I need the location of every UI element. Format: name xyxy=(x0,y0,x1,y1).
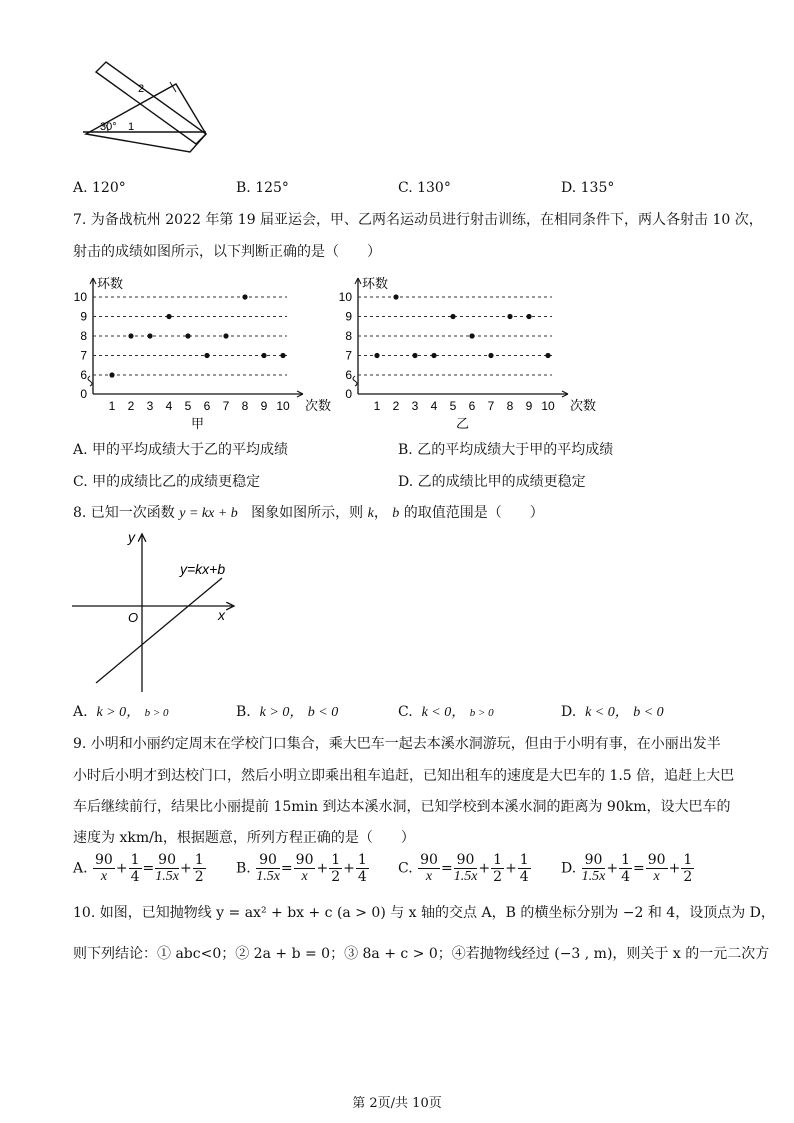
q8-x-axis-label: x xyxy=(218,607,225,623)
q10-stem-line2: 则下列结论：① abc<0；② 2a + b = 0；③ 8a + c > 0；④若抛物线经过 (−3 , m)，则关于 x 的一元二次方 xyxy=(73,946,770,962)
data-point xyxy=(412,353,417,358)
x-tick-label: 9 xyxy=(525,399,533,413)
data-point xyxy=(242,294,247,299)
data-point xyxy=(431,353,436,358)
page-footer: 第 2页/共 10页 xyxy=(352,1096,442,1111)
y-tick-label: 9 xyxy=(345,309,352,324)
q8-option-d: D. k < 0， b < 0 xyxy=(561,704,664,720)
x-tick-label: 8 xyxy=(241,399,249,413)
data-point xyxy=(166,314,171,319)
q9-option-d: D. $\frac{90}{1.5x}$ + $\frac{1}{4}$ = $\frac{90}{x}$ + $\frac{1}{2}$ xyxy=(561,852,693,885)
q6-option-b: B. 125° xyxy=(236,180,289,196)
q7-option-c: C. 甲的成绩比乙的成绩更稳定 xyxy=(73,474,261,490)
data-point xyxy=(128,333,133,338)
q7-chart-jia xyxy=(65,270,332,432)
q6-figure xyxy=(78,62,218,162)
y-axis-label: 环数 xyxy=(362,276,389,291)
y-tick-label: 10 xyxy=(73,290,87,304)
y-tick-label: 0 xyxy=(345,387,352,401)
y-tick-label: 6 xyxy=(80,368,87,382)
x-tick-label: 5 xyxy=(184,399,192,413)
q9-option-c: C. $\frac{90}{x}$ = $\frac{90}{1.5x}$ + $\frac{1}{2}$ + $\frac{1}{4}$ xyxy=(398,852,529,885)
q6-option-d: D. 135° xyxy=(561,180,615,196)
y-tick-label: 8 xyxy=(80,329,87,343)
q8-y-axis-label: y xyxy=(128,529,135,545)
x-tick-label: 10 xyxy=(541,399,555,413)
x-tick-label: 2 xyxy=(392,399,400,413)
data-point xyxy=(374,353,379,358)
q7-option-a: A. 甲的平均成绩大于乙的平均成绩 xyxy=(73,442,289,458)
x-tick-label: 8 xyxy=(506,399,514,413)
q6-angle1-label: 1 xyxy=(128,121,135,133)
q7-stem-line2: 射击的成绩如图所示，以下判断正确的是（ ） xyxy=(73,244,381,260)
data-point xyxy=(185,333,190,338)
q10-stem-line1: 10. 如图，已知抛物线 y = ax² + bx + c (a > 0) 与 x 轴的交点 A，B 的横坐标分别为 −2 和 4，设顶点为 D， xyxy=(73,905,775,921)
q7-option-b: B. 乙的平均成绩大于甲的平均成绩 xyxy=(398,442,614,458)
q9-option-a: A. $\frac{90}{x}$ + $\frac{1}{4}$ = $\frac{90}{1.5x}$ + $\frac{1}{2}$ xyxy=(73,852,204,885)
x-axis-label: 次数 xyxy=(570,398,597,413)
x-tick-label: 5 xyxy=(449,399,457,413)
data-point xyxy=(261,353,266,358)
q8-option-c: C. k < 0， b > 0 xyxy=(398,704,494,720)
q6-option-c: C. 130° xyxy=(398,180,451,196)
q8-option-b: B. k > 0， b < 0 xyxy=(236,704,339,720)
x-tick-label: 9 xyxy=(260,399,268,413)
x-tick-label: 6 xyxy=(468,399,476,413)
y-tick-label: 0 xyxy=(80,387,87,401)
x-axis-label: 次数 xyxy=(305,398,332,413)
q8-option-a: A. k > 0， b > 0 xyxy=(73,704,169,720)
q8-stem-b: b xyxy=(392,506,400,521)
data-point xyxy=(469,333,474,338)
q8-origin-label: O xyxy=(128,610,139,625)
data-point xyxy=(488,353,493,358)
q8-stem-part2: 图象如图所示，则 xyxy=(251,505,364,521)
y-tick-label: 9 xyxy=(80,309,87,324)
q7-chart-yi xyxy=(330,270,597,432)
q9-option-b: B. $\frac{90}{1.5x}$ = $\frac{90}{x}$ + $\frac{1}{2}$ + $\frac{1}{4}$ xyxy=(236,852,367,885)
q6-angle30-label: 30° xyxy=(100,121,117,133)
chart-title: 甲 xyxy=(190,416,205,431)
axis-break xyxy=(88,376,92,386)
x-tick-label: 1 xyxy=(373,399,381,413)
q8-stem-function: y = kx + b xyxy=(179,506,238,521)
x-tick-label: 3 xyxy=(146,399,154,413)
q7-stem-line1: 7. 为备战杭州 2022 年第 19 届亚运会，甲、乙两名运动员进行射击训练，在相同条件下，两人各射击 10 次， xyxy=(73,212,763,228)
x-tick-label: 4 xyxy=(430,399,438,413)
y-tick-label: 8 xyxy=(345,329,352,343)
data-point xyxy=(204,353,209,358)
data-point xyxy=(147,333,152,338)
data-point xyxy=(450,314,455,319)
data-point xyxy=(526,314,531,319)
x-tick-label: 7 xyxy=(487,399,495,413)
q6-option-a: A. 120° xyxy=(73,180,126,196)
y-tick-label: 10 xyxy=(338,290,352,304)
y-tick-label: 6 xyxy=(345,368,352,382)
data-point xyxy=(545,353,550,358)
y-tick-label: 7 xyxy=(80,348,87,363)
q8-line-label: y=kx+b xyxy=(180,561,226,577)
x-tick-label: 1 xyxy=(108,399,116,413)
q8-stem-part1: 8. 已知一次函数 xyxy=(73,505,175,521)
x-tick-label: 10 xyxy=(276,399,290,413)
q9-stem-line2: 小时后小明才到达校门口，然后小明立即乘出租车追赶，已知出租车的速度是大巴车的 1.5 倍，追赶上大巴 xyxy=(73,768,735,784)
data-point xyxy=(223,333,228,338)
x-tick-label: 7 xyxy=(222,399,230,413)
q8-stem xyxy=(73,503,544,524)
q8-figure xyxy=(68,528,248,696)
q8-stem-part3: 的取值范围是（ ） xyxy=(403,505,544,521)
data-point xyxy=(280,353,285,358)
q8-stem-k: k xyxy=(367,506,374,521)
q6-angle2-label: 2 xyxy=(138,83,145,95)
q8-stem-sep: ， xyxy=(373,505,388,521)
x-tick-label: 2 xyxy=(127,399,135,413)
x-tick-label: 6 xyxy=(203,399,211,413)
chart-title: 乙 xyxy=(455,416,470,431)
data-point xyxy=(393,294,398,299)
q7-option-d: D. 乙的成绩比甲的成绩更稳定 xyxy=(398,474,586,490)
y-tick-label: 7 xyxy=(345,348,352,363)
data-point xyxy=(109,372,114,377)
q9-stem-line4: 速度为 xkm/h，根据题意，所列方程正确的是（ ） xyxy=(73,830,415,846)
q9-stem-line1: 9. 小明和小丽约定周末在学校门口集合，乘大巴车一起去本溪水洞游玩，但由于小明有事，在小丽出发半 xyxy=(73,736,721,752)
q9-stem-line3: 车后继续前行，结果比小丽提前 15min 到达本溪水洞，已知学校到本溪水洞的距离为 90km，设大巴车的 xyxy=(73,799,731,815)
axis-break xyxy=(353,376,357,386)
data-point xyxy=(507,314,512,319)
x-tick-label: 4 xyxy=(165,399,173,413)
y-axis-label: 环数 xyxy=(97,276,124,291)
x-tick-label: 3 xyxy=(411,399,419,413)
